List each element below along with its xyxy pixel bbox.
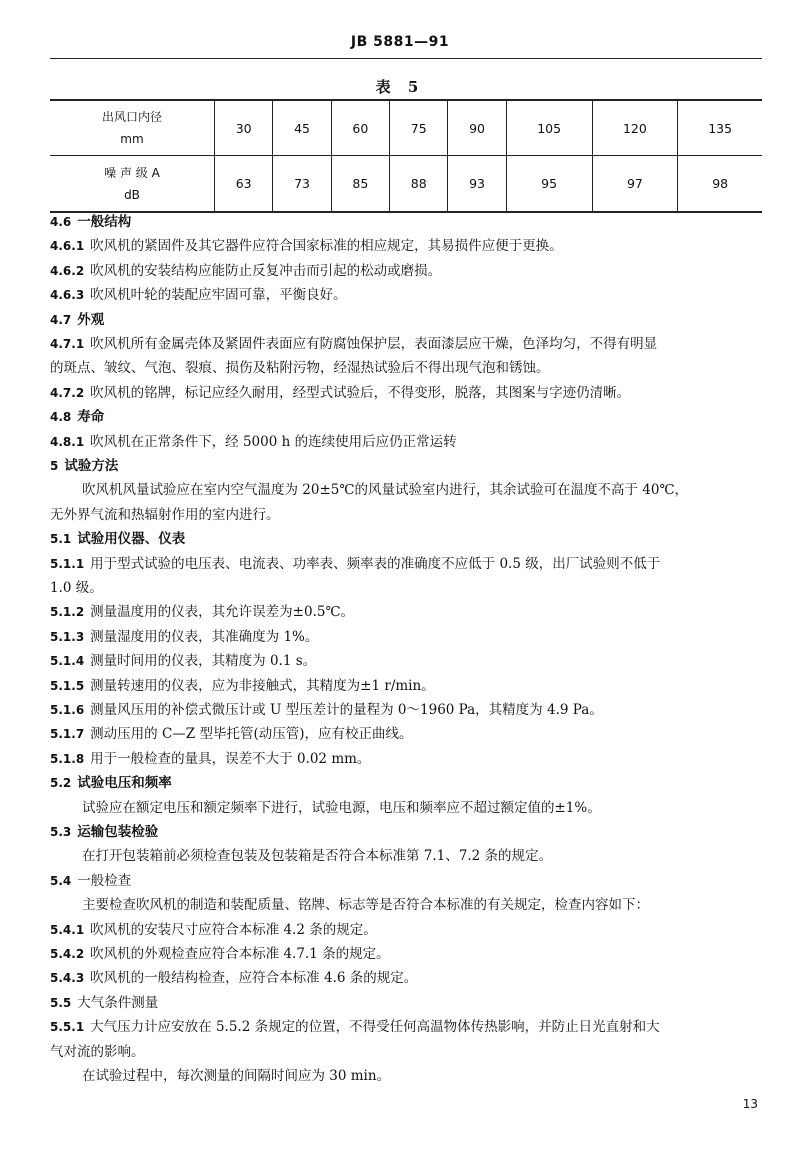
text-line	[50, 649, 762, 673]
text-line	[50, 625, 762, 649]
clause-text: 试验电压和频率	[77, 775, 172, 792]
clause-number: 4.6.2	[50, 263, 85, 278]
table-title: 表 5	[375, 78, 425, 96]
clause-number: 5.1.7	[50, 727, 85, 742]
row-header-label: 出风口内径	[101, 110, 162, 124]
text-line	[50, 991, 762, 1015]
clause-number: 4.8	[50, 410, 72, 425]
text-line	[82, 1064, 794, 1088]
clause-number: 4.6	[50, 215, 72, 229]
row-header	[50, 100, 215, 156]
table-cell: 90	[448, 100, 506, 156]
text-line	[82, 893, 794, 917]
clause-text: 在试验过程中，每次测量的间隔时间应为 30 min。	[82, 1068, 391, 1084]
clause-number: 5.2	[50, 776, 72, 791]
text-line	[50, 332, 762, 356]
text-line	[50, 430, 762, 454]
row-header-unit: mm	[120, 132, 144, 146]
table-cell: 97	[592, 156, 678, 213]
clause-text: 测量温度用的仪表，其允许误差为±0.5℃。	[90, 604, 355, 621]
text-line	[50, 552, 762, 576]
clause-number: 5.1.2	[50, 605, 85, 620]
text-line	[82, 478, 794, 502]
table-cell: 75	[390, 100, 448, 156]
table-cell: 30	[215, 100, 273, 156]
clause-number: 5.1.8	[50, 751, 85, 766]
clause-text: 一般检查	[77, 872, 132, 889]
text-line	[50, 722, 762, 746]
section-heading	[50, 771, 762, 795]
clause-text: 的斑点、皱纹、气泡、裂痕、损伤及粘附污物，经湿热试验后不得出现气泡和锈蚀。	[50, 360, 550, 377]
clause-text: 试验应在额定电压和额定频率下进行，试验电源，电压和频率应不超过额定值的±1%。	[82, 799, 601, 816]
text-line	[50, 576, 762, 600]
text-line	[50, 259, 762, 283]
clause-number: 5.4.3	[50, 971, 85, 986]
table-row	[50, 100, 762, 156]
clause-text: 大气条件测量	[77, 994, 159, 1011]
table-cell: 98	[678, 156, 762, 213]
table-cell: 93	[448, 156, 506, 213]
page-number: 13	[742, 1097, 758, 1111]
clause-text: 试验方法	[64, 458, 119, 474]
text-line	[50, 698, 762, 722]
text-line	[50, 234, 762, 258]
clause-text: 大气压力计应安放在 5.5.2 条规定的位置，不得受任何高温物体传热影响，并防止日光直射和大	[90, 1019, 660, 1036]
clause-number: 5.1.5	[50, 678, 85, 693]
clause-number: 5.4	[50, 873, 72, 888]
clause-text: 气对流的影响。	[50, 1043, 145, 1060]
clause-number: 4.6.1	[50, 239, 85, 254]
clause-number: 4.7	[50, 312, 72, 327]
clause-text: 测量转速用的仪表，应为非接触式，其精度为±1 r/min。	[90, 677, 435, 694]
clause-text: 测量湿度用的仪表，其准确度为 1%。	[90, 628, 319, 645]
section-heading	[50, 527, 762, 551]
clause-number: 4.8.1	[50, 434, 85, 449]
clause-number: 5.4.2	[50, 947, 85, 961]
text-line	[50, 747, 762, 771]
table-cell: 73	[273, 156, 331, 213]
clause-text: 吹风机叶轮的装配应牢固可靠，平衡良好。	[90, 287, 347, 304]
clause-text: 测量风压用的补偿式微压计或 U 型压差计的量程为 0～1960 Pa，其精度为 4.9 Pa。	[90, 702, 603, 718]
text-line	[50, 283, 762, 307]
text-line	[50, 918, 762, 942]
clause-text: 吹风机所有金属壳体及紧固件表面应有防腐蚀保护层，表面漆层应干燥，色泽均匀，不得有明显	[90, 336, 658, 352]
clause-text: 吹风机的铭牌，标记应经久耐用，经型式试验后，不得变形，脱落，其图案与字迹仍清晰。	[90, 384, 631, 401]
section-heading	[50, 308, 762, 332]
clause-text: 主要检查吹风机的制造和装配质量、铭牌、标志等是否符合本标准的有关规定，检查内容如下：	[82, 897, 649, 914]
clause-number: 5.1.4	[50, 654, 85, 669]
text-line	[50, 503, 762, 527]
clause-number: 5	[50, 459, 59, 473]
clause-number: 5.5	[50, 995, 72, 1010]
standard-header: JB 5881—91	[350, 34, 450, 50]
table-cell: 88	[390, 156, 448, 213]
clause-text: 试验用仪器、仪表	[77, 531, 186, 548]
clause-text: 测量时间用的仪表，其精度为 0.1 s。	[90, 653, 317, 670]
text-line	[50, 966, 762, 990]
clause-number: 5.1	[50, 532, 72, 547]
clause-text: 用于型式试验的电压表、电流表、功率表、频率表的准确度不应低于 0.5 级，出厂试验则不低于	[90, 555, 661, 572]
clause-text: 测动压用的 C—Z 型毕托管(动压管)，应有校正曲线。	[90, 726, 413, 743]
clause-number: 4.7.1	[50, 337, 85, 351]
text-line	[50, 942, 762, 966]
text-line	[82, 844, 794, 868]
clause-number: 5.1.1	[50, 556, 85, 571]
text-line	[50, 600, 762, 624]
clause-text: 吹风机的一般结构检查，应符合本标准 4.6 条的规定。	[90, 970, 418, 987]
clause-text: 用于一般检查的量具，误差不大于 0.02 mm。	[90, 750, 371, 767]
table-cell: 95	[506, 156, 592, 213]
spec-table	[50, 99, 762, 213]
clause-text: 外观	[77, 311, 105, 328]
clause-text: 一般结构	[77, 214, 132, 230]
text-line	[50, 869, 762, 893]
clause-number: 5.1.3	[50, 629, 85, 644]
table-cell: 60	[331, 100, 389, 156]
clause-number: 5.4.1	[50, 922, 85, 937]
table-cell: 120	[592, 100, 678, 156]
table-row	[50, 156, 762, 213]
section-heading	[50, 820, 762, 844]
clause-number: 5.1.6	[50, 703, 85, 717]
clause-text: 运输包装检验	[77, 824, 159, 840]
clause-text: 吹风机在正常条件下，经 5000 h 的连续使用后应仍正常运转	[90, 433, 457, 450]
text-line	[82, 796, 794, 820]
clause-text: 吹风机的安装结构应能防止反复冲击而引起的松动或磨损。	[90, 262, 442, 279]
text-line	[50, 674, 762, 698]
section-heading	[50, 454, 762, 478]
clause-text: 1.0 级。	[50, 580, 103, 596]
table-cell: 45	[273, 100, 331, 156]
clause-number: 4.7.2	[50, 385, 85, 400]
section-heading	[50, 405, 762, 429]
clause-text: 无外界气流和热辐射作用的室内进行。	[50, 506, 280, 523]
table-cell: 85	[331, 156, 389, 213]
clause-text: 吹风机的紧固件及其它器件应符合国家标准的相应规定，其易损件应便于更换。	[90, 238, 563, 255]
clause-text: 吹风机的外观检查应符合本标准 4.7.1 条的规定。	[90, 946, 390, 962]
text-line	[50, 381, 762, 405]
clause-text: 吹风机风量试验应在室内空气温度为 20±5℃的风量试验室内进行，其余试验可在温度不高于 40℃，	[82, 482, 689, 499]
table-cell: 63	[215, 156, 273, 213]
text-line	[50, 1040, 762, 1064]
table-cell: 105	[506, 100, 592, 156]
clause-text: 在打开包装箱前必须检查包装及包装箱是否符合本标准第 7.1、7.2 条的规定。	[82, 848, 553, 865]
text-line	[50, 1015, 762, 1039]
clause-text: 吹风机的安装尺寸应符合本标准 4.2 条的规定。	[90, 921, 377, 938]
row-header-unit: dB	[124, 187, 140, 202]
row-header	[50, 156, 215, 213]
section-heading	[50, 210, 762, 234]
clause-text: 寿命	[77, 409, 105, 426]
clause-number: 4.6.3	[50, 288, 85, 303]
header-rule	[50, 58, 762, 59]
table-cell: 135	[678, 100, 762, 156]
row-header-label: 噪 声 级 A	[104, 165, 160, 180]
clause-number: 5.5.1	[50, 1020, 85, 1035]
text-line	[50, 356, 762, 380]
clause-number: 5.3	[50, 825, 72, 839]
